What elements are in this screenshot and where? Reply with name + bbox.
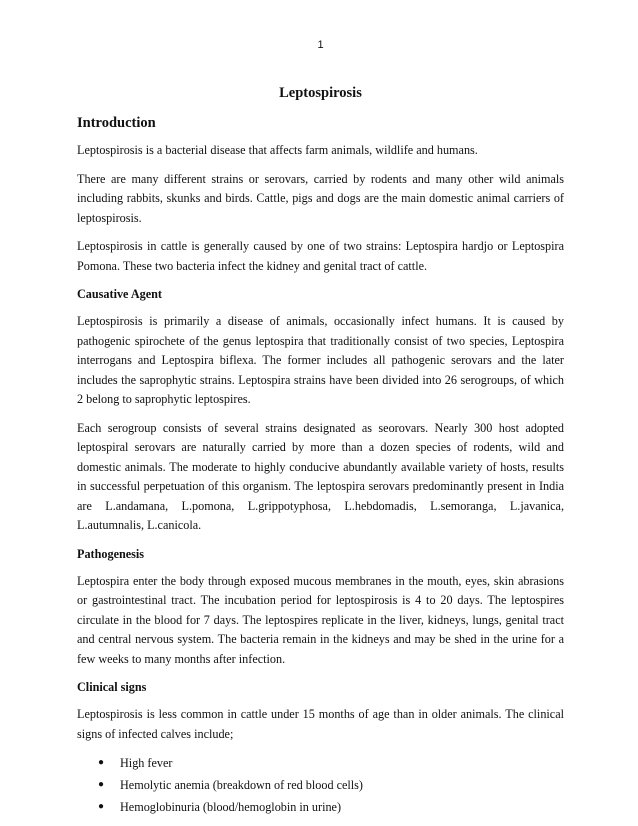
section-heading-introduction: Introduction — [77, 115, 156, 131]
clinical-signs-list — [77, 753, 564, 817]
bullet-icon: ● — [98, 779, 105, 790]
section-heading-causative-agent: Causative Agent — [77, 287, 162, 301]
list-item-text: Hemoglobinuria (blood/hemoglobin in urine) — [120, 800, 342, 814]
bullet-icon: ● — [98, 757, 105, 768]
paragraph-pathogenesis-1: Leptospira enter the body through exposed mucous membranes in the mouth, eyes, skin abrasions or gastrointestinal tract. The incubation period for leptospirosis is 4 to 20 days. The leptospires circulate in the blood for 7 days. The leptospires replicate in the liver, kidneys, lungs, genital tract and central nervous system. The bacteria remain in the kidneys and may be shed in the urine for a few weeks to many months after infection. — [77, 573, 564, 666]
paragraph-introduction-1: Leptospirosis is a bacterial disease that affects farm animals, wildlife and humans. — [77, 143, 478, 157]
paragraph-introduction-2: There are many different strains or serovars, carried by rodents and many other wild animals including rabbits, skunks and birds. Cattle, pigs and dogs are the main domestic animal carriers of leptospirosis. — [77, 171, 564, 225]
document-title: Leptospirosis — [279, 85, 362, 101]
paragraph-clinical-signs-1: Leptospirosis is less common in cattle under 15 months of age than in older animals. The clinical signs of infected calves include; — [77, 707, 564, 741]
list-item-text: Hemolytic anemia (breakdown of red blood cells) — [120, 778, 363, 792]
paragraph-causative-agent-1: Leptospirosis is primarily a disease of animals, occasionally infect humans. It is caused by pathogenic spirochete of the genus leptospira that traditionally consist of two species, Leptospira interrogans and Leptospira biflexa. The former includes all pathogenic serovars and the later includes the saprophytic strains. Leptospira strains have been divided into 26 serogroups, of which 2 belong to saprophytic leptospires. — [77, 314, 564, 406]
list-item — [98, 797, 564, 817]
paragraph-introduction-3: Leptospirosis in cattle is generally caused by one of two strains: Leptospira hardjo or Leptospira Pomona. These two bacteria infect the kidney and genital tract of cattle. — [77, 239, 564, 273]
list-item — [98, 775, 564, 795]
list-item — [98, 753, 564, 773]
section-heading-clinical-signs: Clinical signs — [77, 680, 147, 694]
list-item-text: High fever — [120, 756, 173, 770]
bullet-icon: ● — [98, 801, 105, 812]
section-heading-pathogenesis: Pathogenesis — [77, 546, 145, 561]
page-number: 1 — [317, 39, 324, 51]
paragraph-causative-agent-2: Each serogroup consists of several strains designated as seorovars. Nearly 300 host adopted leptospiral serovars are naturally carried by more than a dozen species of rodents, wild and domestic animals. The moderate to highly conducive abundantly available variety of hosts, results in successful perpetuation of this organism. The leptospira serovars predominantly present in India are L.andamana, L.pomona, L.grippotyphosa, L.hebdomadis, L.semoranga, L.javanica, L.autumnalis, L.canicola. — [77, 420, 564, 532]
